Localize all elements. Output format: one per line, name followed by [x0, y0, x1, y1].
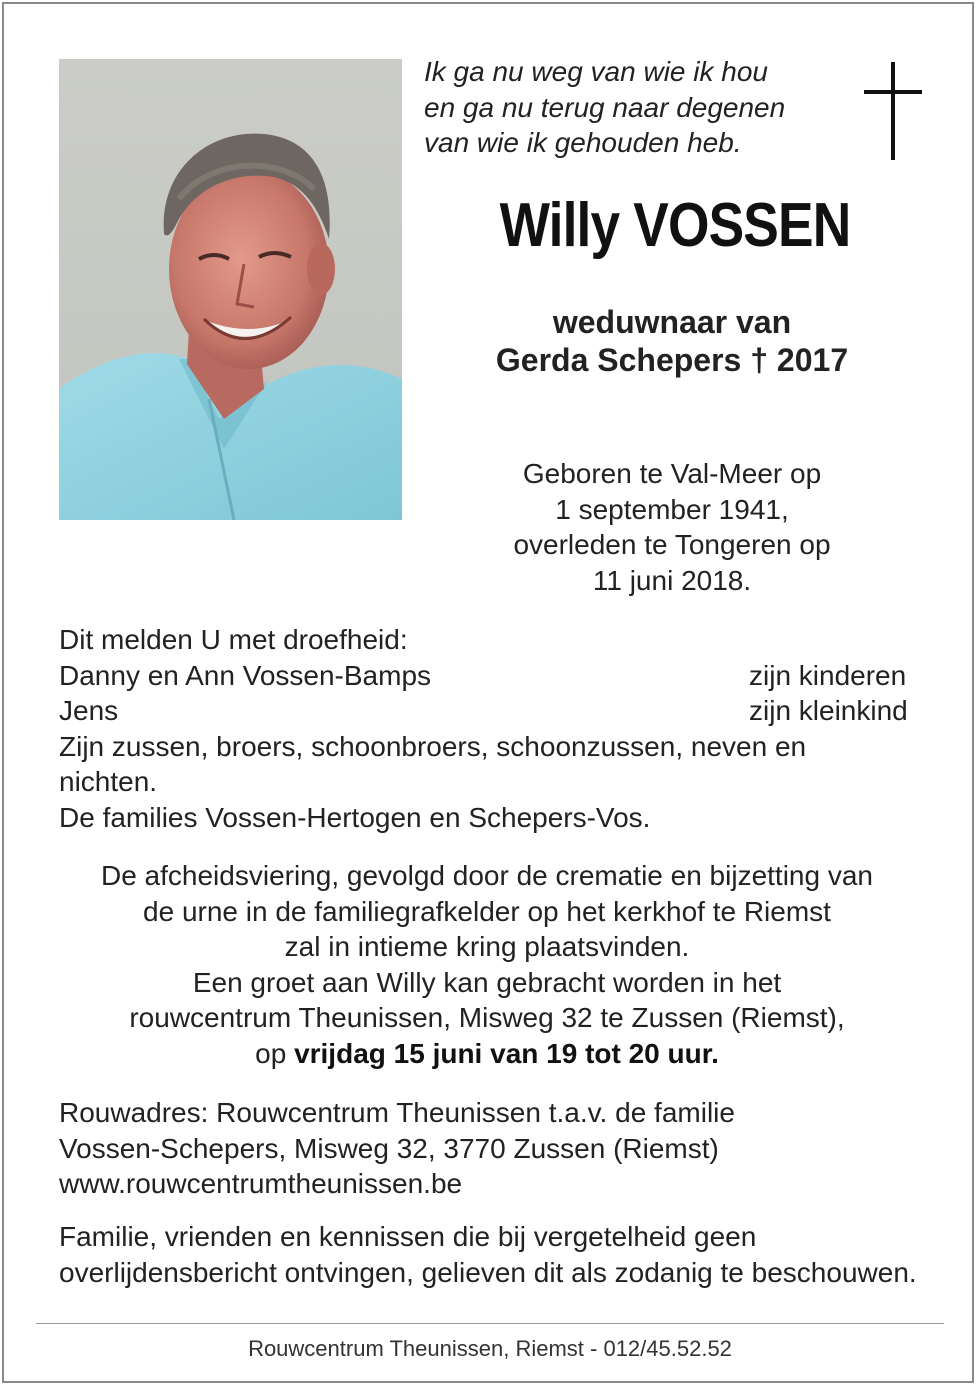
ceremony-line: Een groet aan Willy kan gebracht worden in het	[192, 966, 782, 998]
birth-line: overleden te Tongeren op	[513, 529, 831, 560]
visit-time	[40, 1036, 934, 1072]
website-link[interactable]: www.rouwcentrumtheunissen.be	[59, 1168, 463, 1199]
birth-line: 11 juni 2018.	[592, 564, 752, 596]
family-member-row	[59, 693, 919, 729]
family-member-relation: zijn kleinkind	[749, 695, 908, 726]
ceremony-info	[40, 858, 934, 1071]
notice-text: Familie, vrienden en kennissen die bij vergetelheid geen overlijdensbericht ontvingen, gelieven dit als zodanig te beschouwen.	[59, 1221, 917, 1288]
ceremony-line: rouwcentrum Theunissen, Misweg 32 te Zussen (Riemst),	[129, 1002, 845, 1033]
ceremony-line: zal in intieme kring plaatsvinden.	[284, 931, 690, 962]
spouse-info	[430, 303, 914, 379]
family-announcement	[59, 622, 919, 835]
deceased-name: Willy VOSSEN	[499, 191, 851, 260]
cross-icon	[862, 62, 924, 160]
ceremony-line: De afcheidsviering, gevolgd door de crematie en bijzetting van	[100, 860, 873, 891]
address-line: Vossen-Schepers, Misweg 32, 3770 Zussen (Riemst)	[59, 1132, 719, 1164]
family-member-row	[59, 658, 919, 694]
family-member-name: Jens	[59, 695, 119, 726]
family-families: De families Vossen-Hertogen en Schepers-Vos.	[59, 801, 651, 833]
poem-line: en ga nu terug naar degenen	[424, 91, 786, 123]
birth-line: Geboren te Val-Meer op	[522, 458, 822, 489]
visit-prefix: op	[255, 1037, 287, 1069]
ceremony-line: de urne in de familiegrafkelder op het kerkhof te Riemst	[143, 895, 831, 927]
spouse-line: Gerda Schepers † 2017	[495, 342, 849, 378]
family-member-relation: zijn kinderen	[749, 659, 907, 691]
portrait-photo	[59, 59, 402, 520]
poem-line: Ik ga nu weg van wie ik hou	[424, 56, 768, 87]
birth-death-info	[430, 456, 914, 598]
address-line: Rouwadres: Rouwcentrum Theunissen t.a.v. de familie	[59, 1097, 735, 1128]
poem	[424, 54, 854, 161]
portrait-illustration	[59, 59, 402, 520]
poem-line: van wie ik gehouden heb.	[424, 127, 742, 158]
visit-datetime: vrijdag 15 juni van 19 tot 20 uur.	[294, 1037, 719, 1069]
family-intro: Dit melden U met droefheid:	[59, 624, 408, 655]
family-siblings: Zijn zussen, broers, schoonbroers, schoonzussen, neven en nichten.	[59, 730, 807, 797]
birth-line: 1 september 1941,	[555, 493, 789, 525]
mourning-address	[59, 1095, 919, 1202]
footer-funeral-home: Rouwcentrum Theunissen, Riemst - 012/45.52.52	[248, 1336, 732, 1361]
family-member-name: Danny en Ann Vossen-Bamps	[59, 659, 432, 691]
footer-divider	[36, 1323, 944, 1324]
spouse-line: weduwnaar van	[552, 304, 792, 340]
